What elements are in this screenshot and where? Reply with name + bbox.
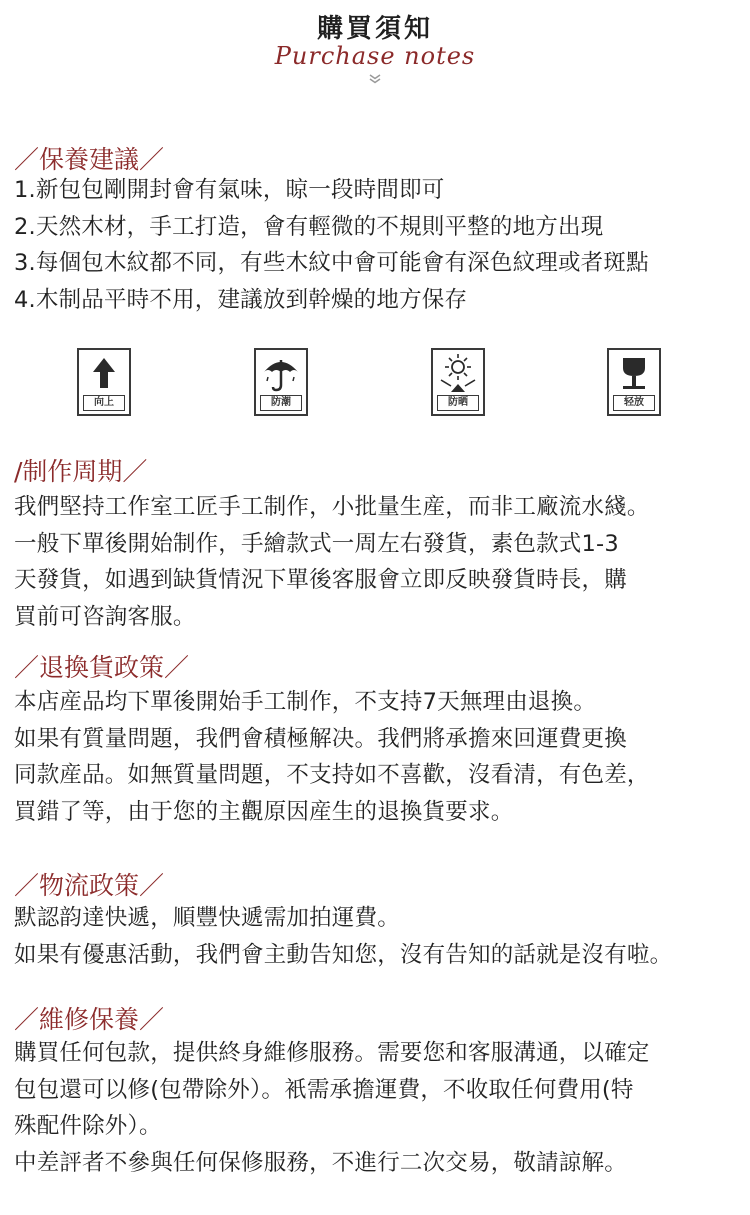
paragraph-line: 購買任何包款，提供終身維修服務。需要您和客服溝通，以確定 — [14, 1040, 650, 1066]
shipping-heading: ／物流政策／ — [14, 871, 165, 900]
paragraph-line: 如果有優惠活動，我們會主動告知您，沒有告知的話就是沒有啦。 — [14, 941, 673, 968]
care-item: 4.木制品平時不用，建議放到幹燥的地方保存 — [14, 286, 468, 313]
paragraph-line: 買前可咨詢客服。 — [14, 603, 196, 630]
repair-text — [14, 1035, 744, 1181]
umbrella-icon — [258, 352, 304, 394]
returns-text — [14, 684, 744, 830]
paragraph-line: 同款産品。如無質量問題，不支持如不喜歡，沒看清，有色差， — [14, 762, 650, 788]
icon-label: 防潮 — [260, 395, 302, 411]
care-item: 3.每個包木紋都不同，有些木紋中會可能會有深色紋理或者斑點 — [14, 250, 649, 276]
double-chevron-down-icon — [366, 74, 384, 84]
paragraph-line: 買錯了等，由于您的主觀原因産生的退換貨要求。 — [14, 798, 514, 825]
paragraph-line: 本店産品均下單後開始手工制作，不支持7天無理由退換。 — [14, 689, 597, 715]
paragraph-line: 殊配件除外）。 — [14, 1113, 162, 1139]
production-heading: /制作周期／ — [14, 457, 148, 486]
icon-label: 防晒 — [437, 395, 479, 411]
page-title: 購買須知 — [316, 14, 433, 44]
keep-dry-badge — [254, 348, 308, 416]
paragraph-line: 我們堅持工作室工匠手工制作，小批量生産，而非工廠流水綫。 — [14, 494, 650, 520]
paragraph-line: 一般下單後開始制作，手繪款式一周左右發貨，素色款式1-3 — [14, 530, 619, 557]
paragraph-line: 如果有質量問題，我們會積極解决。我們將承擔來回運費更換 — [14, 725, 627, 752]
paragraph-line: 默認韵達快遞，順豐快遞需加拍運費。 — [14, 905, 400, 931]
paragraph-line: 包包還可以修(包帶除外）。衹需承擔運費，不收取任何費用(特 — [14, 1076, 634, 1103]
icon-label: 向上 — [83, 395, 125, 411]
care-heading: ／保養建議／ — [14, 145, 165, 174]
care-item: 2.天然木材，手工打造，會有輕微的不規則平整的地方出現 — [14, 213, 604, 240]
care-item: 1.新包包剛開封會有氣味，晾一段時間即可 — [14, 177, 445, 203]
handle-with-care-badge — [607, 348, 661, 416]
page-subtitle: Purchase notes — [274, 42, 476, 70]
keep-from-sun-badge — [431, 348, 485, 416]
paragraph-line: 中差評者不參與任何保修服務，不進行二次交易，敬請諒解。 — [14, 1149, 627, 1176]
arrow-up-icon — [81, 352, 127, 394]
returns-heading: ／退換貨政策／ — [14, 653, 190, 682]
production-text — [14, 489, 744, 635]
repair-heading: ／維修保養／ — [14, 1005, 165, 1034]
paragraph-line: 天發貨，如遇到缺貨情況下單後客服會立即反映發貨時長，購 — [14, 567, 627, 593]
this-way-up-badge — [77, 348, 131, 416]
handling-icons — [0, 348, 750, 420]
fragile-glass-icon — [611, 352, 657, 394]
care-list — [14, 172, 744, 318]
icon-label: 轻放 — [613, 395, 655, 411]
shipping-text — [14, 900, 744, 973]
sun-icon — [435, 352, 481, 394]
